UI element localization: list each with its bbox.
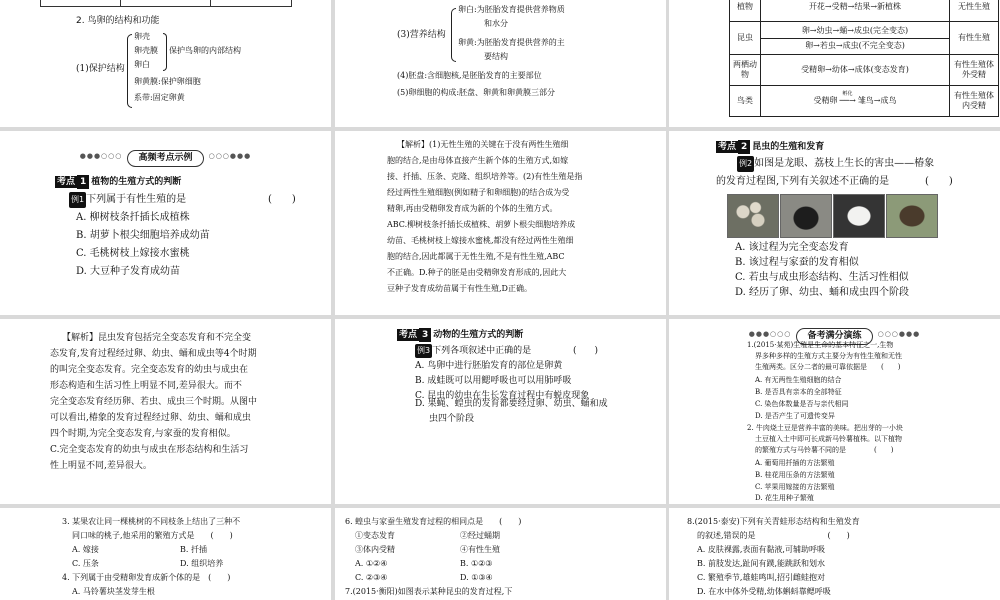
- question-line2: 的发育过程图,下列有关叙述不正确的是: [716, 176, 890, 187]
- practice-line: 1.(2015·某苑)生殖是生命的基本特征之一,生物: [747, 341, 894, 349]
- practice-line: 生殖两类。区分二者的最可靠依据是 ( ): [755, 363, 901, 371]
- analysis-line: 精卵,再由受精卵发育成为新的个体的生殖方式。: [387, 204, 558, 213]
- option-d: D. 经历了卵、幼虫、蛹和成虫四个阶段: [735, 287, 910, 298]
- dots-left: ●●●○○○: [79, 151, 123, 160]
- analysis-line: C.完全变态发育的幼虫与成虫在形态结构和生活习: [50, 445, 249, 455]
- slide-reproduction-table: [669, 0, 1000, 127]
- option-a: A. 柳树枝条扦插长成植株: [76, 212, 190, 223]
- topic-title: 动物的生殖方式的判断: [433, 330, 524, 340]
- practice-line: 2. 牛肉烧土豆是营养丰富的美味。把出芽的一小块: [747, 424, 903, 432]
- topic-heading: [716, 140, 824, 154]
- row-type: 昆虫: [730, 22, 761, 55]
- item-yolk-membrane: 卵黄膜:保护卵细胞: [134, 77, 201, 86]
- practice-line: A. 葡萄用扦插的方法繁殖: [755, 459, 835, 467]
- yolk-line2: 要结构: [484, 52, 508, 61]
- topic-number: 3: [419, 328, 431, 342]
- hatch-arrow: 孵化 ──→: [839, 91, 856, 105]
- q3-option-b: B. 扦插: [180, 545, 207, 554]
- practice-line: 土豆植入土中即可长成新马铃薯植株。以下植物: [755, 435, 902, 443]
- q3-option-a: A. 嫁接: [72, 545, 99, 554]
- practice-line: D. 是否产生了可遗传变异: [755, 412, 835, 420]
- analysis-line: 完全变态发育经历卵、若虫、成虫三个时期。从图中: [50, 397, 258, 407]
- option-a: A. 鸟卵中进行胚胎发育的部位是卵黄: [415, 361, 563, 371]
- analysis-line: 【解析】昆虫发育包括完全变态发育和不完全变: [62, 333, 252, 343]
- row-mode: 有性生殖体内受精: [950, 86, 999, 117]
- row-type: 两栖动物: [730, 55, 761, 86]
- row-type: 植物: [730, 0, 761, 22]
- practice-line: C. 染色体数量是否与亲代相同: [755, 400, 849, 408]
- q8-option-a: A. 皮肤裸露,表面有黏液,可辅助呼吸: [697, 545, 825, 554]
- question-text: 下列属于有性生殖的是: [86, 194, 187, 205]
- analysis-line: 豆种子发育成幼苗属于有性生殖,D正确。: [387, 284, 532, 293]
- analysis-line: ABC.柳树枝条扦插长成植株、胡萝卜根尖细胞培养成: [387, 220, 576, 229]
- topic-tag: 考点: [718, 142, 737, 152]
- egg-photo: [727, 194, 779, 238]
- option-d-line1: D. 果蝇、蝗虫的发育都要经过卵、幼虫、蛹和成: [415, 399, 608, 409]
- item-shell: 卵壳: [134, 32, 150, 41]
- section-heading: 2. 鸟卵的结构和功能: [76, 16, 160, 26]
- topic-number: 1: [77, 175, 89, 189]
- row-process: 开花→受精→结果→新植株: [761, 0, 950, 22]
- example-tag: 例2: [737, 156, 754, 172]
- slide-practice-3-4: [0, 508, 331, 600]
- analysis-line: 四个时期,为完全变态发育,与家蚕的发育相似。: [50, 429, 236, 439]
- q4-line: 4. 下列属于由受精卵发育成新个体的是 ( ): [62, 573, 231, 582]
- row-type: 鸟类: [730, 86, 761, 117]
- table-row: [730, 0, 999, 22]
- table-fragment: [40, 0, 292, 7]
- slide-egg-nutrition: [335, 0, 666, 127]
- analysis-line: 态发育,发育过程经过卵、幼虫、蛹和成虫等4个时期: [50, 349, 257, 359]
- banner-title: 备考满分演练: [796, 328, 872, 345]
- q8-option-b: B. 前肢发达,趾间有蹼,能跳跃和划水: [697, 559, 826, 568]
- brace-small: [163, 33, 167, 71]
- example-tag: 例1: [69, 192, 86, 208]
- analysis-line: 幼苗、毛桃树枝上嫁接水蜜桃,都没有经过两性生殖细: [387, 236, 574, 245]
- item-chalaza: 系带:固定卵黄: [134, 93, 185, 102]
- q3-option-d: D. 组织培养: [180, 559, 224, 568]
- practice-line: C. 苹果用嫁接的方法繁殖: [755, 483, 835, 491]
- adult-photo: [886, 194, 938, 238]
- analysis-line: 接、扦插、压条、克隆、组织培养等。(2)有性生殖是指: [387, 172, 583, 181]
- topic-heading: [397, 328, 523, 342]
- analysis-line: 的叫完全变态发育。完全变态发育的幼虫与成虫在: [50, 365, 249, 375]
- q6-option-d: D. ①③④: [460, 573, 493, 582]
- table-row: [730, 86, 999, 117]
- option-c: C. 毛桃树枝上嫁接水蜜桃: [76, 248, 190, 259]
- row-process-1: 卵→幼虫→蛹→成虫(完全变态): [801, 25, 909, 35]
- q3-option-c: C. 压条: [72, 559, 99, 568]
- q6-option-c: C. ②③④: [355, 573, 388, 582]
- banner-title: 高频考点示例: [127, 150, 203, 167]
- analysis-line: 经过两性生殖细胞(例如精子和卵细胞)的结合成为受: [387, 188, 570, 197]
- analysis-line: 形态构造和生活习性上明显不同,差异很大。而不: [50, 381, 242, 391]
- option-a: A. 该过程为完全变态发育: [735, 242, 849, 253]
- q8-option-d: D. 在水中体外受精,幼体蝌蚪靠鳃呼吸: [697, 587, 831, 596]
- albumen-line: 卵白:为胚胎发育提供营养物质: [458, 5, 565, 14]
- answer-paren: ( ): [268, 194, 296, 205]
- question-text: 如图是龙眼、荔枝上生长的害虫——椿象: [754, 158, 935, 169]
- dots-right: ○○○●●●: [208, 151, 252, 160]
- slide-analysis-1: [335, 131, 666, 315]
- slide-example-2: [669, 131, 1000, 315]
- option-c: C. 若虫与成虫形态结构、生活习性相似: [735, 272, 909, 283]
- table-fragment-divider: [120, 0, 121, 7]
- table-fragment-divider: [210, 0, 211, 7]
- yolk-line: 卵黄:为胚胎发育提供营养的主: [458, 38, 565, 47]
- q6-opt2: ②经过蛹期: [460, 531, 500, 540]
- q8-line: 8.(2015·泰安)下列有关青蛙形态结构和生殖发育: [687, 517, 860, 526]
- bird-chick: 雏鸟→成鸟: [857, 96, 897, 105]
- slide-example-1: [0, 131, 331, 315]
- row-process: [761, 22, 950, 55]
- slide-analysis-2: [0, 319, 331, 504]
- q7-line: 7.(2015·衡阳)如图表示某种昆虫的发育过程,下: [345, 587, 513, 596]
- q6-opt1: ①变态发育: [355, 531, 395, 540]
- analysis-line: 不正确。D.种子的胚是由受精卵发育形成的,因此大: [387, 268, 567, 277]
- protect-label: (1)保护结构: [76, 64, 125, 74]
- reproduction-table: [729, 0, 999, 117]
- practice-line: 的繁殖方式与马铃薯不同的是 ( ): [755, 446, 894, 454]
- nymph-photo: [780, 194, 832, 238]
- q3-line2: 同口味的桃子,他采用的繁殖方式是 ( ): [72, 531, 233, 540]
- q8-line: 的叙述,错误的是 ( ): [697, 531, 850, 540]
- q3-line1: 3. 某果农让同一棵桃树的不同枝条上结出了三种不: [62, 517, 241, 526]
- nutrition-label: (3)营养结构: [397, 30, 446, 40]
- item-shell-membrane: 卵壳膜: [134, 46, 158, 55]
- q6-line: 6. 蝗虫与家蚕生殖发育过程的相同点是 ( ): [345, 517, 522, 526]
- practice-line: A. 有无两性生殖细胞的结合: [755, 376, 842, 384]
- slide-practice-8: [669, 508, 1000, 600]
- hatch-label: 孵化: [842, 91, 853, 97]
- option-d: D. 大豆种子发育成幼苗: [76, 266, 181, 277]
- slide-example-3: [335, 319, 666, 504]
- table-row: [730, 55, 999, 86]
- q6-opt3: ③体内受精: [355, 545, 395, 554]
- albumen-line2: 和水分: [484, 19, 508, 28]
- analysis-line: 胞的结合,是由母体直接产生新个体的生殖方式,如嫁: [387, 156, 569, 165]
- dots-left: ●●●○○○: [748, 329, 792, 338]
- q8-option-c: C. 繁殖季节,雄蛙鸣叫,招引雌蛙抱对: [697, 573, 826, 582]
- egg-cell-line: (5)卵细胞的构成:胚盘、卵黄和卵黄膜三部分: [397, 88, 556, 97]
- practice-line: B. 桂花用压条的方法繁殖: [755, 471, 835, 479]
- slide-egg-structure: [0, 0, 331, 127]
- brace: [127, 34, 132, 108]
- topic-heading: [55, 175, 181, 189]
- topic-title: 昆虫的生殖和发育: [752, 142, 825, 152]
- topic-number: 2: [738, 140, 750, 154]
- practice-line: B. 是否具有亲本的全部特征: [755, 388, 842, 396]
- table-row: [730, 22, 999, 55]
- question-text: 下列各项叙述中正确的是: [432, 346, 532, 356]
- answer-paren: ( ): [573, 346, 599, 356]
- q4-option-a: A. 马铃薯块茎发芽生根: [72, 587, 155, 596]
- bird-egg: 受精卵: [813, 96, 838, 105]
- option-c: C. 昆虫的幼虫在生长发育过程中有蜕皮现象: [415, 391, 590, 401]
- option-b: B. 胡萝卜根尖细胞培养成幼苗: [76, 230, 210, 241]
- topic-title: 植物的生殖方式的判断: [91, 177, 182, 187]
- row-process: [761, 86, 950, 117]
- option-b: B. 成蛙既可以用鳃呼吸也可以用肺呼吸: [415, 376, 572, 386]
- brace: [451, 8, 456, 62]
- option-b: B. 该过程与家蚕的发育相似: [735, 257, 859, 268]
- answer-paren: ( ): [925, 176, 953, 187]
- topic-tag: 考点: [399, 330, 418, 340]
- question-line1: [737, 156, 934, 172]
- practice-line: 界多种多样的生殖方式主要分为有性生殖和无性: [755, 352, 902, 360]
- section-banner: [0, 145, 331, 167]
- blastodisc-line: (4)胚盘:含细胞核,是胚胎发育的主要部位: [397, 71, 542, 80]
- q6-option-b: B. ①②③: [460, 559, 493, 568]
- q6-option-a: A. ①②④: [355, 559, 388, 568]
- row-mode: 有性生殖: [950, 22, 999, 55]
- question: [69, 192, 186, 208]
- row-mode: 有性生殖体外受精: [950, 55, 999, 86]
- practice-line: D. 花生用种子繁殖: [755, 494, 814, 502]
- row-process-2: 卵→若虫→成虫(不完全变态): [761, 38, 949, 51]
- larva-photo: [833, 194, 885, 238]
- option-d-line2: 虫四个阶段: [429, 414, 475, 424]
- row-mode: 无性生殖: [950, 0, 999, 22]
- dots-right: ○○○●●●: [877, 329, 921, 338]
- item-albumen: 卵白: [134, 60, 150, 69]
- item-protect-desc: 保护鸟卵的内部结构: [169, 46, 241, 55]
- analysis-line: 【解析】(1)无性生殖的关键在于没有两性生殖细: [397, 140, 569, 149]
- example-tag: 例3: [415, 344, 432, 358]
- question: [415, 344, 531, 358]
- analysis-line: 胞的结合,因此都属于无性生殖,不是有性生殖,ABC: [387, 252, 565, 261]
- q6-opt4: ④有性生殖: [460, 545, 500, 554]
- slide-practice-6-7: [335, 508, 666, 600]
- analysis-line: 性上明显不同,差异很大。: [50, 461, 152, 471]
- slide-practice: [669, 319, 1000, 504]
- row-process: 受精卵→幼体→成体(变态发育): [761, 55, 950, 86]
- analysis-line: 可以看出,椿象的发育过程经过卵、幼虫、蛹和成虫: [50, 413, 251, 423]
- topic-tag: 考点: [57, 177, 76, 187]
